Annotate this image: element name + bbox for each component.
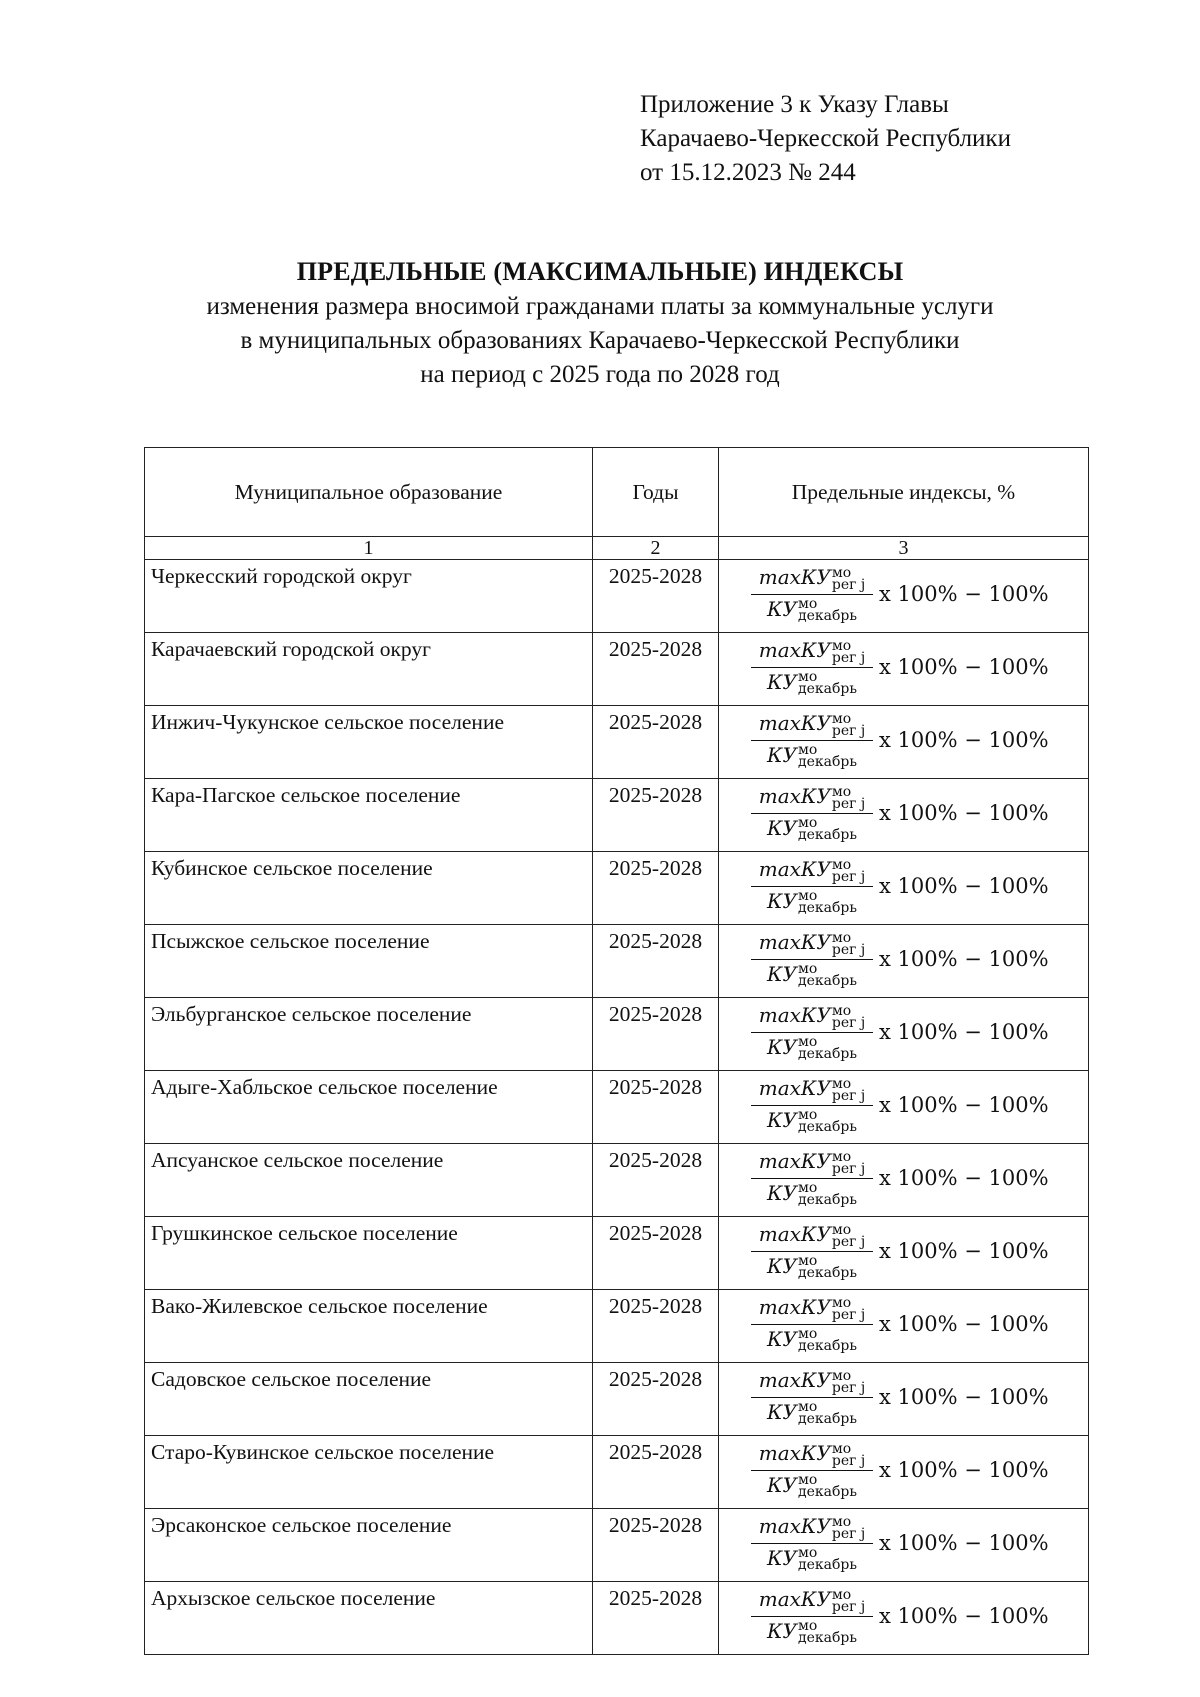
- formula-suffix: x 100% − 100%: [879, 947, 1049, 971]
- formula-num-sub: рег j: [831, 576, 866, 593]
- formula-denominator-text: КУ: [767, 1399, 797, 1424]
- table-row: [145, 1509, 1089, 1582]
- formula-denominator: [767, 671, 857, 696]
- index-formula: [751, 1293, 1049, 1355]
- fraction-bar: [751, 959, 873, 960]
- formula-denominator: [767, 963, 857, 988]
- formula-den-sup: мо: [797, 815, 818, 831]
- formula-denominator: [767, 744, 857, 769]
- formula-num-sup: мо: [831, 929, 852, 946]
- index-formula: [751, 1366, 1049, 1428]
- formula-den-sup: мо: [797, 1399, 818, 1415]
- formula-denominator-text: КУ: [767, 1326, 797, 1351]
- municipality-name: Садовское сельское поселение: [145, 1363, 593, 1436]
- formula-num-sub: рег j: [831, 941, 866, 958]
- formula-numerator: [759, 1515, 865, 1540]
- fraction-bar: [751, 667, 873, 668]
- formula-num-sup: мо: [831, 856, 852, 873]
- years-value: 2025-2028: [593, 1144, 719, 1217]
- fraction-bar: [751, 1470, 873, 1471]
- table-row: [145, 852, 1089, 925]
- index-formula: [751, 1585, 1049, 1647]
- formula-denominator: [767, 1109, 857, 1134]
- formula-fraction: [751, 1442, 873, 1498]
- municipality-name: Кубинское сельское поселение: [145, 852, 593, 925]
- formula-den-sup: мо: [797, 1472, 818, 1488]
- municipality-name: Старо-Кувинское сельское поселение: [145, 1436, 593, 1509]
- document-subtitle: на период с 2025 года по 2028 год: [420, 361, 780, 388]
- formula-den-sub: декабрь: [797, 1265, 857, 1281]
- formula-numerator: [759, 712, 865, 737]
- document-subtitle: изменения размера вносимой гражданами платы за коммунальные услуги: [206, 293, 994, 320]
- formula-suffix: x 100% − 100%: [879, 1020, 1049, 1044]
- formula-num-sub: рег j: [831, 1306, 866, 1323]
- formula-numerator-indices: [831, 1367, 866, 1396]
- formula-numerator: [759, 639, 865, 664]
- formula-den-sub: декабрь: [797, 827, 857, 843]
- table-row: [145, 779, 1089, 852]
- indices-table: [144, 447, 1089, 1655]
- index-formula: [751, 1512, 1049, 1574]
- formula-fraction: [751, 566, 873, 622]
- formula-denominator-indices: [798, 963, 857, 987]
- formula-denominator-text: КУ: [767, 961, 797, 986]
- formula-den-sup: мо: [797, 1253, 818, 1269]
- formula-denominator: [767, 1182, 857, 1207]
- formula-denominator-indices: [798, 671, 857, 695]
- formula-numerator-text: maxКУ: [758, 1076, 831, 1100]
- formula-den-sup: мо: [797, 1326, 818, 1342]
- formula-denominator-indices: [798, 1036, 857, 1060]
- formula-numerator-indices: [831, 1221, 866, 1250]
- formula-fraction: [751, 1223, 873, 1279]
- formula-numerator-indices: [831, 637, 866, 666]
- formula-num-sup: мо: [831, 783, 852, 800]
- index-formula-cell: [719, 1363, 1089, 1436]
- index-formula: [751, 928, 1049, 990]
- formula-num-sup: мо: [831, 1586, 852, 1603]
- formula-num-sub: рег j: [831, 1525, 866, 1542]
- formula-denominator-indices: [798, 1255, 857, 1279]
- fraction-bar: [751, 1251, 873, 1252]
- formula-fraction: [751, 712, 873, 768]
- column-header-indices: Предельные индексы, %: [719, 448, 1089, 537]
- table-row: [145, 1363, 1089, 1436]
- formula-fraction: [751, 1296, 873, 1352]
- formula-num-sub: рег j: [831, 868, 866, 885]
- formula-denominator: [767, 1547, 857, 1572]
- appendix-line: Приложение 3 к Указу Главы: [640, 91, 949, 118]
- index-formula-cell: [719, 1509, 1089, 1582]
- formula-numerator: [759, 566, 865, 591]
- index-formula: [751, 1001, 1049, 1063]
- formula-den-sup: мо: [797, 1107, 818, 1123]
- formula-num-sup: мо: [831, 1148, 852, 1165]
- index-formula-cell: [719, 779, 1089, 852]
- formula-suffix: x 100% − 100%: [879, 1312, 1049, 1336]
- appendix-note: [640, 88, 1160, 190]
- index-formula-cell: [719, 998, 1089, 1071]
- fraction-bar: [751, 1397, 873, 1398]
- formula-numerator: [759, 1004, 865, 1029]
- formula-numerator-indices: [831, 564, 866, 593]
- formula-fraction: [751, 858, 873, 914]
- formula-numerator-indices: [831, 1440, 866, 1469]
- formula-suffix: x 100% − 100%: [879, 655, 1049, 679]
- formula-numerator: [759, 1223, 865, 1248]
- index-formula-cell: [719, 706, 1089, 779]
- years-value: 2025-2028: [593, 1582, 719, 1655]
- formula-den-sub: декабрь: [797, 754, 857, 770]
- years-value: 2025-2028: [593, 925, 719, 998]
- formula-den-sub: декабрь: [797, 973, 857, 989]
- municipality-name: Инжич-Чукунское сельское поселение: [145, 706, 593, 779]
- formula-num-sup: мо: [831, 1221, 852, 1238]
- formula-denominator-indices: [798, 1401, 857, 1425]
- formula-suffix: x 100% − 100%: [879, 1531, 1049, 1555]
- formula-denominator-indices: [798, 890, 857, 914]
- formula-numerator-text: maxКУ: [758, 1149, 831, 1173]
- fraction-bar: [751, 813, 873, 814]
- formula-numerator: [759, 1077, 865, 1102]
- index-formula-cell: [719, 560, 1089, 633]
- municipality-name: Карачаевский городской округ: [145, 633, 593, 706]
- formula-num-sup: мо: [831, 1440, 852, 1457]
- formula-denominator-indices: [798, 1182, 857, 1206]
- formula-num-sub: рег j: [831, 1160, 866, 1177]
- fraction-bar: [751, 1324, 873, 1325]
- fraction-bar: [751, 1032, 873, 1033]
- index-formula-cell: [719, 633, 1089, 706]
- formula-denominator-text: КУ: [767, 669, 797, 694]
- formula-fraction: [751, 639, 873, 695]
- index-formula: [751, 563, 1049, 625]
- index-formula: [751, 1074, 1049, 1136]
- municipality-name: Грушкинское сельское поселение: [145, 1217, 593, 1290]
- municipality-name: Псыжское сельское поселение: [145, 925, 593, 998]
- years-value: 2025-2028: [593, 1217, 719, 1290]
- formula-denominator-text: КУ: [767, 1034, 797, 1059]
- formula-numerator-indices: [831, 783, 866, 812]
- formula-fraction: [751, 1515, 873, 1571]
- formula-denominator-text: КУ: [767, 1472, 797, 1497]
- formula-denominator-indices: [798, 1109, 857, 1133]
- formula-suffix: x 100% − 100%: [879, 874, 1049, 898]
- formula-numerator-text: maxКУ: [758, 1368, 831, 1392]
- formula-num-sub: рег j: [831, 1233, 866, 1250]
- formula-num-sub: рег j: [831, 1379, 866, 1396]
- municipality-name: Черкесский городской округ: [145, 560, 593, 633]
- formula-fraction: [751, 931, 873, 987]
- formula-denominator-indices: [798, 744, 857, 768]
- municipality-name: Эльбурганское сельское поселение: [145, 998, 593, 1071]
- formula-numerator: [759, 931, 865, 956]
- formula-numerator-indices: [831, 856, 866, 885]
- formula-numerator: [759, 1588, 865, 1613]
- index-formula-cell: [719, 1071, 1089, 1144]
- formula-num-sup: мо: [831, 637, 852, 654]
- formula-numerator-text: maxКУ: [758, 1587, 831, 1611]
- formula-den-sub: декабрь: [797, 1557, 857, 1573]
- index-formula-cell: [719, 1290, 1089, 1363]
- formula-num-sub: рег j: [831, 1452, 866, 1469]
- formula-num-sup: мо: [831, 1075, 852, 1092]
- formula-numerator-text: maxКУ: [758, 784, 831, 808]
- column-number: 2: [593, 537, 719, 560]
- appendix-line: Карачаево-Черкесской Республики: [640, 125, 1011, 152]
- formula-num-sub: рег j: [831, 795, 866, 812]
- years-value: 2025-2028: [593, 633, 719, 706]
- formula-suffix: x 100% − 100%: [879, 1385, 1049, 1409]
- municipality-name: Апсуанское сельское поселение: [145, 1144, 593, 1217]
- formula-den-sub: декабрь: [797, 900, 857, 916]
- formula-den-sup: мо: [797, 1545, 818, 1561]
- index-formula: [751, 855, 1049, 917]
- formula-suffix: x 100% − 100%: [879, 1166, 1049, 1190]
- document-subtitle: в муниципальных образованиях Карачаево-Черкесской Республики: [240, 327, 960, 354]
- fraction-bar: [751, 886, 873, 887]
- table-row: [145, 998, 1089, 1071]
- index-formula: [751, 1439, 1049, 1501]
- years-value: 2025-2028: [593, 706, 719, 779]
- years-value: 2025-2028: [593, 1363, 719, 1436]
- formula-denominator-text: КУ: [767, 888, 797, 913]
- index-formula-cell: [719, 1582, 1089, 1655]
- index-formula: [751, 782, 1049, 844]
- municipality-name: Эрсаконское сельское поселение: [145, 1509, 593, 1582]
- formula-suffix: x 100% − 100%: [879, 801, 1049, 825]
- formula-den-sup: мо: [797, 888, 818, 904]
- formula-denominator: [767, 1036, 857, 1061]
- municipality-name: Архызское сельское поселение: [145, 1582, 593, 1655]
- index-formula: [751, 709, 1049, 771]
- formula-den-sup: мо: [797, 669, 818, 685]
- table-row: [145, 1144, 1089, 1217]
- formula-numerator-indices: [831, 929, 866, 958]
- formula-suffix: x 100% − 100%: [879, 1458, 1049, 1482]
- table-row: [145, 633, 1089, 706]
- formula-den-sub: декабрь: [797, 1119, 857, 1135]
- formula-fraction: [751, 1150, 873, 1206]
- index-formula-cell: [719, 925, 1089, 998]
- formula-denominator-indices: [798, 817, 857, 841]
- years-value: 2025-2028: [593, 852, 719, 925]
- formula-denominator: [767, 1255, 857, 1280]
- formula-num-sup: мо: [831, 1513, 852, 1530]
- formula-suffix: x 100% − 100%: [879, 1604, 1049, 1628]
- table-row: [145, 925, 1089, 998]
- formula-den-sub: декабрь: [797, 1411, 857, 1427]
- formula-num-sub: рег j: [831, 1014, 866, 1031]
- formula-den-sub: декабрь: [797, 1630, 857, 1646]
- formula-denominator-indices: [798, 1620, 857, 1644]
- table-row: [145, 706, 1089, 779]
- formula-denominator-text: КУ: [767, 1545, 797, 1570]
- formula-denominator-text: КУ: [767, 1618, 797, 1643]
- formula-denominator: [767, 1328, 857, 1353]
- document-title: ПРЕДЕЛЬНЫЕ (МАКСИМАЛЬНЫЕ) ИНДЕКСЫ: [296, 257, 904, 286]
- formula-numerator-indices: [831, 1513, 866, 1542]
- index-formula: [751, 636, 1049, 698]
- formula-fraction: [751, 1077, 873, 1133]
- formula-denominator-text: КУ: [767, 742, 797, 767]
- formula-den-sub: декабрь: [797, 681, 857, 697]
- formula-numerator: [759, 1369, 865, 1394]
- formula-numerator: [759, 1296, 865, 1321]
- formula-den-sup: мо: [797, 961, 818, 977]
- document-heading: [0, 254, 1200, 392]
- table-row: [145, 1436, 1089, 1509]
- formula-denominator-text: КУ: [767, 1253, 797, 1278]
- formula-numerator: [759, 785, 865, 810]
- formula-num-sup: мо: [831, 710, 852, 727]
- column-header-municipality: Муниципальное образование: [145, 448, 593, 537]
- formula-denominator-text: КУ: [767, 596, 797, 621]
- formula-numerator-indices: [831, 1586, 866, 1615]
- fraction-bar: [751, 594, 873, 595]
- formula-denominator-indices: [798, 598, 857, 622]
- formula-den-sup: мо: [797, 1618, 818, 1634]
- formula-numerator-text: maxКУ: [758, 1441, 831, 1465]
- index-formula-cell: [719, 1217, 1089, 1290]
- table-row: [145, 1290, 1089, 1363]
- formula-numerator-text: maxКУ: [758, 711, 831, 735]
- formula-suffix: x 100% − 100%: [879, 728, 1049, 752]
- formula-den-sub: декабрь: [797, 1192, 857, 1208]
- fraction-bar: [751, 1178, 873, 1179]
- table-row: [145, 1071, 1089, 1144]
- formula-numerator-text: maxКУ: [758, 1514, 831, 1538]
- formula-denominator-text: КУ: [767, 815, 797, 840]
- fraction-bar: [751, 1105, 873, 1106]
- table-header-row: [145, 448, 1089, 537]
- index-formula-cell: [719, 1436, 1089, 1509]
- formula-suffix: x 100% − 100%: [879, 1093, 1049, 1117]
- column-number-row: [145, 537, 1089, 560]
- years-value: 2025-2028: [593, 998, 719, 1071]
- formula-denominator: [767, 598, 857, 623]
- formula-denominator: [767, 817, 857, 842]
- formula-fraction: [751, 1369, 873, 1425]
- column-number: 3: [719, 537, 1089, 560]
- fraction-bar: [751, 1543, 873, 1544]
- column-header-years: Годы: [593, 448, 719, 537]
- formula-numerator-indices: [831, 1002, 866, 1031]
- index-formula-cell: [719, 852, 1089, 925]
- formula-denominator-indices: [798, 1547, 857, 1571]
- formula-denominator-indices: [798, 1474, 857, 1498]
- formula-num-sup: мо: [831, 1294, 852, 1311]
- formula-numerator-text: maxКУ: [758, 638, 831, 662]
- column-number: 1: [145, 537, 593, 560]
- index-formula-cell: [719, 1144, 1089, 1217]
- formula-num-sub: рег j: [831, 722, 866, 739]
- formula-den-sub: декабрь: [797, 1046, 857, 1062]
- fraction-bar: [751, 740, 873, 741]
- formula-numerator-text: maxКУ: [758, 857, 831, 881]
- formula-numerator: [759, 1150, 865, 1175]
- appendix-line: от 15.12.2023 № 244: [640, 159, 856, 186]
- years-value: 2025-2028: [593, 779, 719, 852]
- formula-numerator-indices: [831, 1294, 866, 1323]
- formula-numerator-text: maxКУ: [758, 565, 831, 589]
- formula-denominator: [767, 1401, 857, 1426]
- formula-numerator: [759, 858, 865, 883]
- formula-numerator-indices: [831, 1075, 866, 1104]
- formula-fraction: [751, 1588, 873, 1644]
- formula-den-sup: мо: [797, 596, 818, 612]
- formula-suffix: x 100% − 100%: [879, 1239, 1049, 1263]
- years-value: 2025-2028: [593, 1509, 719, 1582]
- index-formula: [751, 1220, 1049, 1282]
- formula-numerator-text: maxКУ: [758, 1222, 831, 1246]
- formula-den-sub: декабрь: [797, 608, 857, 624]
- formula-denominator: [767, 890, 857, 915]
- fraction-bar: [751, 1616, 873, 1617]
- formula-numerator-text: maxКУ: [758, 1295, 831, 1319]
- formula-num-sup: мо: [831, 564, 852, 581]
- municipality-name: Вако-Жилевское сельское поселение: [145, 1290, 593, 1363]
- table-row: [145, 560, 1089, 633]
- formula-den-sup: мо: [797, 1034, 818, 1050]
- formula-fraction: [751, 1004, 873, 1060]
- formula-denominator: [767, 1620, 857, 1645]
- formula-num-sub: рег j: [831, 1087, 866, 1104]
- years-value: 2025-2028: [593, 1071, 719, 1144]
- formula-denominator-indices: [798, 1328, 857, 1352]
- formula-denominator: [767, 1474, 857, 1499]
- years-value: 2025-2028: [593, 1290, 719, 1363]
- formula-num-sup: мо: [831, 1002, 852, 1019]
- table-row: [145, 1582, 1089, 1655]
- years-value: 2025-2028: [593, 560, 719, 633]
- formula-num-sup: мо: [831, 1367, 852, 1384]
- formula-num-sub: рег j: [831, 1598, 866, 1615]
- formula-numerator-indices: [831, 710, 866, 739]
- formula-suffix: x 100% − 100%: [879, 582, 1049, 606]
- years-value: 2025-2028: [593, 1436, 719, 1509]
- formula-num-sub: рег j: [831, 649, 866, 666]
- municipality-name: Кара-Пагское сельское поселение: [145, 779, 593, 852]
- index-formula: [751, 1147, 1049, 1209]
- formula-numerator: [759, 1442, 865, 1467]
- formula-fraction: [751, 785, 873, 841]
- formula-denominator-text: КУ: [767, 1107, 797, 1132]
- formula-numerator-text: maxКУ: [758, 930, 831, 954]
- formula-den-sup: мо: [797, 742, 818, 758]
- municipality-name: Адыге-Хабльское сельское поселение: [145, 1071, 593, 1144]
- formula-numerator-indices: [831, 1148, 866, 1177]
- table-row: [145, 1217, 1089, 1290]
- formula-den-sub: декабрь: [797, 1484, 857, 1500]
- formula-denominator-text: КУ: [767, 1180, 797, 1205]
- formula-den-sub: декабрь: [797, 1338, 857, 1354]
- formula-numerator-text: maxКУ: [758, 1003, 831, 1027]
- formula-den-sup: мо: [797, 1180, 818, 1196]
